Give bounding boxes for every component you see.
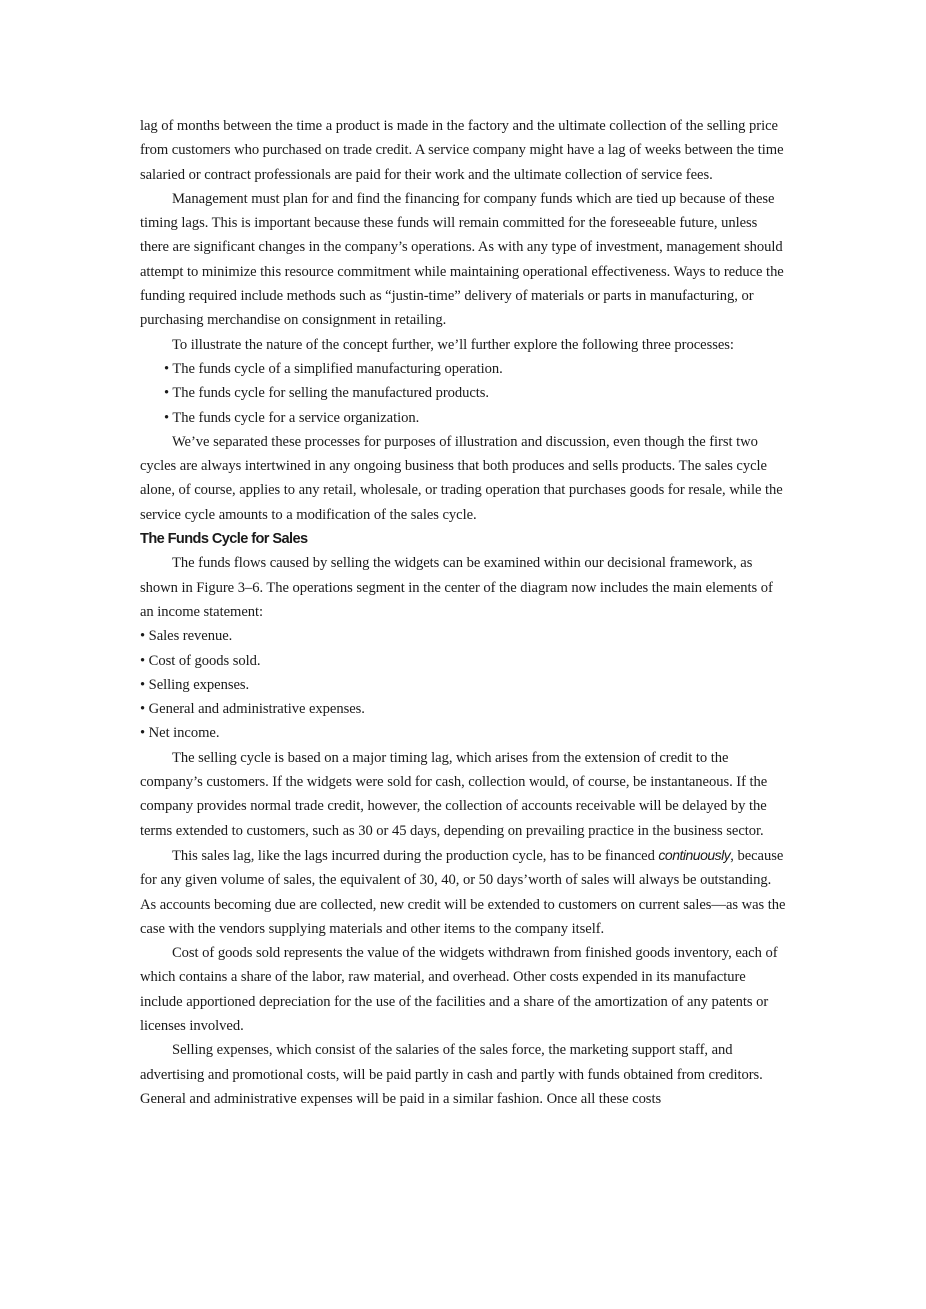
paragraph-8: Cost of goods sold represents the value of the widgets withdrawn from finished goods inventory, each of which contains a share of the labor, raw material, and overhead. Other costs expended in its manufacture include apportioned depreciation for the use of the facilities and a share of the amortization of any patents or licenses involved. xyxy=(140,945,778,1034)
document-page xyxy=(140,114,786,1111)
income-bullet-4: • General and administrative expenses. xyxy=(140,701,365,718)
income-bullet-3: • Selling expenses. xyxy=(140,676,250,693)
income-bullet-1: • Sales revenue. xyxy=(140,628,233,645)
process-bullet-3: • The funds cycle for a service organization. xyxy=(164,409,420,426)
paragraph-2: Management must plan for and find the financing for company funds which are tied up because of these timing lags. This is important because these funds will remain committed for the foreseeable future, unless there are significant changes in the company’s operations. As with any type of investment, management should attempt to minimize this resource commitment while maintaining operational effectiveness. Ways to reduce the funding required include methods such as “justin-time” delivery of materials or parts in manufacturing, or purchasing merchandise on consignment in retailing. xyxy=(140,190,784,329)
process-bullet-2: • The funds cycle for selling the manufactured products. xyxy=(164,385,490,402)
paragraph-7 xyxy=(140,843,786,941)
process-bullet-1: • The funds cycle of a simplified manufacturing operation. xyxy=(164,360,503,377)
paragraph-6: The selling cycle is based on a major timing lag, which arises from the extension of credit to the company’s customers. If the widgets were sold for cash, collection would, of course, be instantaneous. If the company provides normal trade credit, however, the collection of accounts receivable will be delayed by the terms extended to customers, such as 30 or 45 days, depending on prevailing practice in the business sector. xyxy=(140,749,768,839)
income-bullet-5: • Net income. xyxy=(140,725,220,742)
paragraph-7-start: This sales lag, like the lags incurred during the production cycle, has to be financed xyxy=(172,847,659,864)
paragraph-9: Selling expenses, which consist of the salaries of the sales force, the marketing support staff, and advertising and promotional costs, will be paid partly in cash and partly with funds obtained from creditors. General and administrative expenses will be paid in a similar fashion. Once all these costs xyxy=(140,1042,763,1107)
paragraph-7-end: , because for any given volume of sales, the equivalent of 30, 40, or 50 days’worth of sales will always be outstanding. As accounts becoming due are collected, new credit will be extended to customers on current sales—as was the case with the vendors supplying materials and other items to the company itself. xyxy=(140,847,786,937)
paragraph-5: The funds flows caused by selling the widgets can be examined within our decisional framework, as shown in Figure 3–6. The operations segment in the center of the diagram now includes the main elements of an income statement: xyxy=(140,555,773,620)
income-bullet-2: • Cost of goods sold. xyxy=(140,652,261,669)
paragraph-1: lag of months between the time a product is made in the factory and the ultimate collection of the selling price from customers who purchased on trade credit. A service company might have a lag of weeks between the time salaried or contract professionals are paid for their work and the ultimate collection of service fees. xyxy=(140,118,784,183)
emphasis-continuously: continuously xyxy=(658,846,731,863)
paragraph-4: We’ve separated these processes for purposes of illustration and discussion, even though the first two cycles are always intertwined in any ongoing business that both produces and sells products. The sales cycle alone, of course, applies to any retail, wholesale, or trading operation that purchases goods for resale, while the service cycle amounts to a modification of the sales cycle. xyxy=(140,433,783,523)
paragraph-3: To illustrate the nature of the concept further, we’ll further explore the following three processes: xyxy=(172,336,734,353)
section-heading: The Funds Cycle for Sales xyxy=(140,531,308,548)
